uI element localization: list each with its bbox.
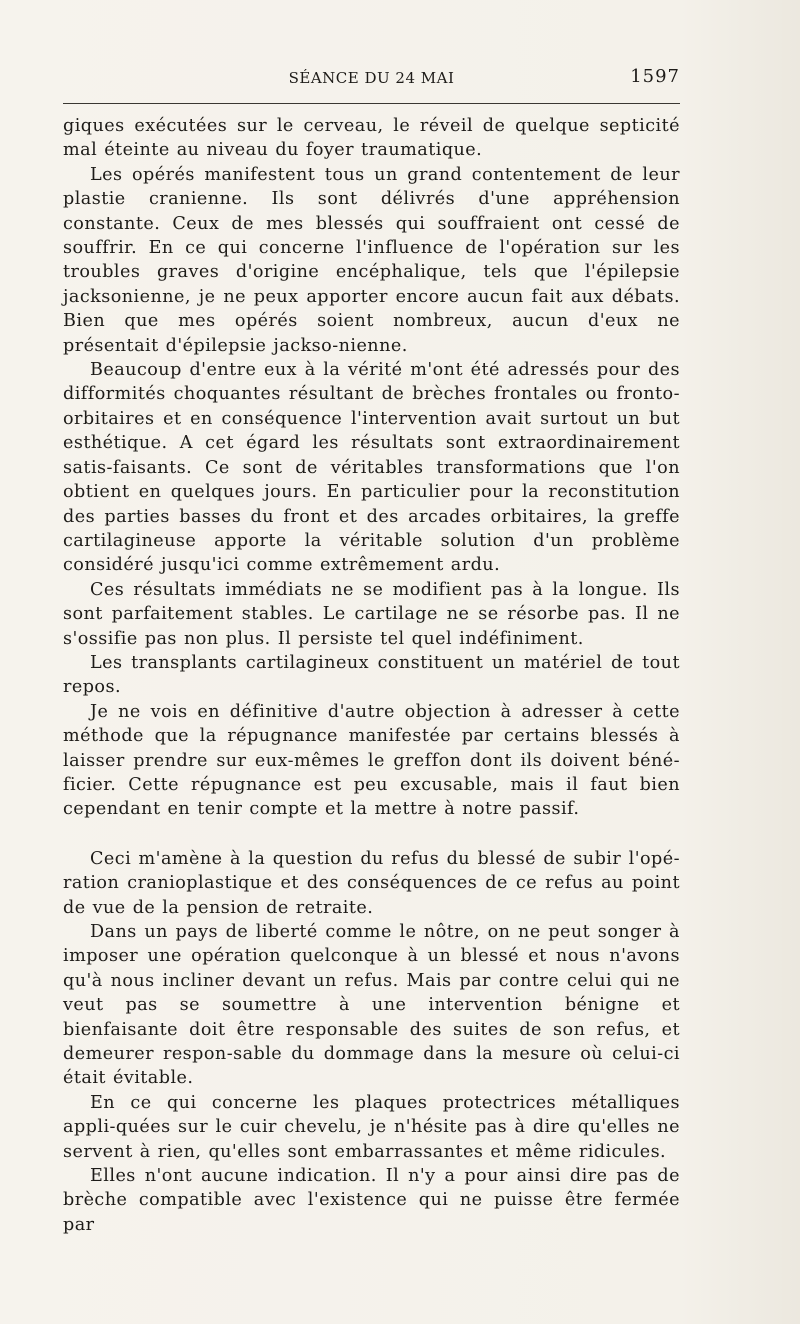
page-number: 1597 [630,66,680,87]
running-header [63,66,680,90]
paragraph: Dans un pays de liberté comme le nôtre, on ne peut songer à imposer une opération quelconque à un blessé et nous n'avons qu'à nous incliner devant un refus. Mais par contre celui qui ne veut pas se soumettre à une intervention bénigne et bienfaisante doit être responsable des suites de son refus, et demeurer respon-sable du dommage dans la mesure où celui-ci était évitable. [63,922,680,1089]
running-title: SÉANCE DU 24 MAI [288,69,455,87]
paragraph: Ces résultats immédiats ne se modifient pas à la longue. Ils sont parfaitement stables. Le cartilage ne se résorbe pas. Il ne s'ossifie pas non plus. Il persiste tel quel indéfiniment. [63,579,680,649]
paragraph: Ceci m'amène à la question du refus du blessé de subir l'opé-ration cranioplastique et des conséquences de ce refus au point de vue de la pension de retraite. [63,848,680,918]
paragraph: Je ne vois en définitive d'autre objection à adresser à cette méthode que la répugnance manifestée par certains blessés à laisser prendre sur eux-mêmes le greffon dont ils doivent béné-ficier. Cette répugnance est peu excusable, mais il faut bien cependant en tenir compte et la mettre à notre passif. [63,701,680,820]
body-text [63,114,680,1237]
paragraph: En ce qui concerne les plaques protectrices métalliques appli-quées sur le cuir chevelu, je n'hésite pas à dire qu'elles ne servent à rien, qu'elles sont embarrassantes et même ridicules. [63,1092,680,1162]
header-rule [63,103,680,104]
paragraph: Les opérés manifestent tous un grand contentement de leur plastie cranienne. Ils sont délivrés d'une appréhension constante. Ceux de mes blessés qui souffraient ont cessé de souffrir. En ce qui concerne l'influence de l'opération sur les troubles graves d'origine encéphalique, tels que l'épilepsie jacksonienne, je ne peux apporter encore aucun fait aux débats. Bien que mes opérés soient nombreux, aucun d'eux ne présentait d'épilepsie jackso-nienne. [63,164,680,356]
paragraph: Les transplants cartilagineux constituent un matériel de tout repos. [63,652,680,698]
paragraph: Beaucoup d'entre eux à la vérité m'ont été adressés pour des difformités choquantes résultant de brèches frontales ou fronto-orbitaires et en conséquence l'intervention avait surtout un but esthétique. A cet égard les résultats sont extraordinairement satis-faisants. Ce sont de véritables transformations que l'on obtient en quelques jours. En particulier pour la reconstitution des parties basses du front et des arcades orbitaires, la greffe cartilagineuse apporte la véritable solution d'un problème considéré jusqu'ici comme extrêmement ardu. [63,360,680,576]
paragraph-continued: giques exécutées sur le cerveau, le réveil de quelque septicité mal éteinte au niveau du foyer traumatique. [63,116,680,161]
paragraph: Elles n'ont aucune indication. Il n'y a pour ainsi dire pas de brèche compatible avec l'existence qui ne puisse être fermée par [63,1166,680,1235]
